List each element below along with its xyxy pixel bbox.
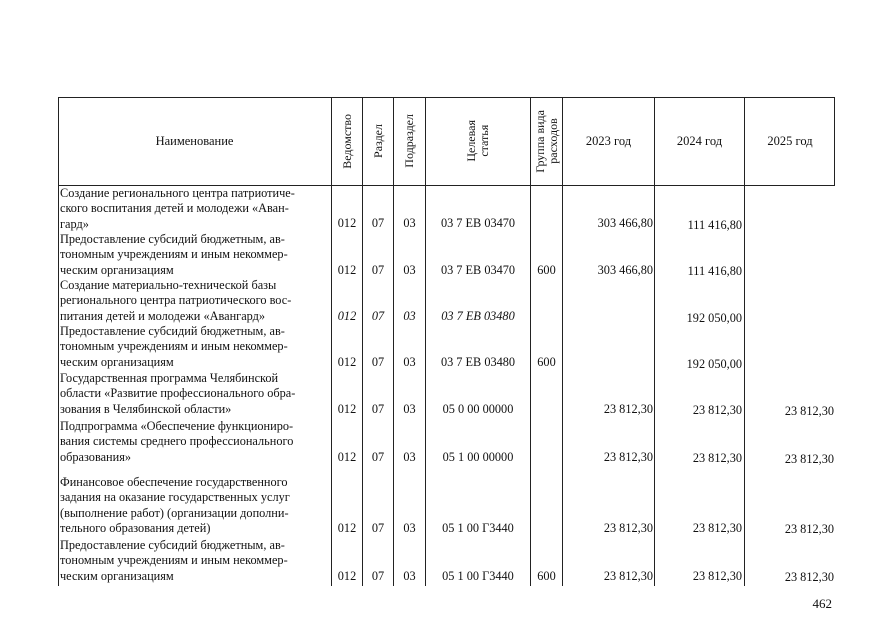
cell-vedomstvo: 012 [337, 309, 357, 323]
row-name-line: тельного образования детей) [60, 520, 211, 535]
row-name-line: Предоставление субсидий бюджетным, ав- [60, 538, 285, 552]
header-podrazdel-label: Подраздел [402, 114, 416, 168]
row-name-line: ческим организациям [60, 568, 174, 583]
cell-razdel: 07 [371, 450, 385, 464]
header-celevaya-label [465, 120, 491, 162]
header-2023-label: 2023 год [585, 133, 632, 148]
cell-celevaya: 03 7 EB 03480 [440, 355, 516, 369]
cell-celevaya: 05 0 00 00000 [442, 402, 514, 416]
cell-razdel: 07 [371, 216, 385, 230]
cell-vedomstvo: 012 [337, 521, 357, 535]
header-gruppa-line1: Группа вида [532, 109, 547, 173]
cell-razdel: 07 [371, 263, 385, 277]
cell-razdel: 07 [371, 521, 385, 535]
cell-gruppa: 600 [537, 569, 556, 583]
row-name-line: Предоставление субсидий бюджетным, ав- [60, 232, 285, 246]
header-2024 [655, 97, 744, 185]
header-razdel-label: Раздел [370, 124, 385, 158]
cell-podrazdel: 03 [403, 402, 416, 416]
row-name-line: Предоставление субсидий бюджетным, ав- [60, 324, 285, 338]
cell-vedomstvo: 012 [337, 263, 357, 277]
row-name-line: ческим организациям [60, 262, 174, 277]
header-gruppa [531, 97, 562, 185]
cell-2023: 23 812,30 [603, 569, 653, 583]
cell-podrazdel: 03 [403, 450, 416, 464]
header-2024-label: 2024 год [676, 133, 723, 148]
cell-razdel: 07 [371, 569, 385, 583]
cell-2025: 23 812,30 [784, 522, 834, 536]
row-name-line: задания на оказание государственных услуг [60, 490, 290, 505]
cell-podrazdel: 03 [403, 309, 416, 323]
cell-2024: 192 050,00 [686, 311, 742, 325]
row-name [60, 324, 330, 370]
cell-vedomstvo: 012 [337, 450, 357, 464]
cell-2023: 23 812,30 [603, 450, 653, 464]
cell-2023: 303 466,80 [597, 216, 653, 230]
header-name [58, 97, 331, 185]
cell-podrazdel: 03 [403, 569, 416, 583]
cell-razdel: 07 [371, 355, 385, 369]
cell-2024: 23 812,30 [692, 569, 742, 583]
cell-2024: 23 812,30 [692, 521, 742, 535]
row-name-line: Подпрограмма «Обеспечение функциониро- [60, 419, 294, 433]
budget-table [58, 97, 835, 586]
cell-razdel: 07 [371, 402, 385, 416]
row-name-line: Финансовое обеспечение государственного [60, 475, 288, 489]
header-vedomstvo-label: Ведомство [339, 113, 354, 169]
row-name-line: Создание материально-технической базы [60, 278, 277, 292]
cell-celevaya: 03 7 EB 03470 [440, 216, 516, 230]
row-name-line: ского воспитания детей и молодежи «Аван- [60, 201, 289, 216]
row-name-line: регионального центра патриотического вос- [60, 293, 292, 308]
cell-razdel: 07 [371, 309, 385, 323]
row-name-line: тономным учреждениям и иным некоммер- [60, 553, 288, 568]
cell-podrazdel: 03 [403, 355, 416, 369]
row-name-line: Государственная программа Челябинской [60, 371, 279, 385]
row-name-line: ческим организациям [60, 354, 174, 369]
header-razdel [363, 97, 393, 185]
row-name-line: вания системы среднего профессионального [60, 434, 294, 449]
row-name [60, 371, 330, 417]
cell-2023: 23 812,30 [603, 402, 653, 416]
row-name-line: тономным учреждениям и иным некоммер- [60, 247, 288, 262]
row-name [60, 232, 330, 278]
row-name-line: образования» [60, 449, 132, 464]
row-name-line: зования в Челябинской области» [60, 401, 232, 416]
row-name-line: (выполнение работ) (организации дополни- [60, 505, 289, 520]
row-name [60, 186, 330, 232]
cell-2025: 23 812,30 [784, 404, 834, 418]
header-podrazdel [394, 97, 425, 185]
cell-gruppa: 600 [537, 263, 556, 277]
cell-podrazdel: 03 [403, 216, 416, 230]
header-celevaya [426, 97, 530, 185]
cell-gruppa: 600 [537, 355, 556, 369]
cell-2023: 303 466,80 [597, 263, 653, 277]
header-gruppa-label [534, 110, 560, 173]
header-celevaya-line1: Целевая [464, 120, 478, 162]
header-2025 [745, 97, 835, 185]
row-name-line: питания детей и молодежи «Авангард» [60, 308, 266, 323]
header-celevaya-line2: статья [477, 125, 491, 157]
cell-2023: 23 812,30 [603, 521, 653, 535]
cell-2025: 23 812,30 [784, 452, 834, 466]
cell-vedomstvo: 012 [337, 355, 357, 369]
cell-vedomstvo: 012 [337, 569, 357, 583]
header-vedomstvo [332, 97, 362, 185]
row-name [60, 538, 330, 584]
cell-vedomstvo: 012 [337, 216, 357, 230]
header-name-label: Наименование [155, 133, 234, 148]
cell-2024: 192 050,00 [686, 357, 742, 371]
cell-2024: 111 416,80 [687, 218, 742, 232]
cell-podrazdel: 03 [403, 521, 416, 535]
header-2023 [563, 97, 654, 185]
cell-celevaya: 05 1 00 Г3440 [442, 569, 514, 583]
row-name-line: гард» [60, 216, 89, 231]
row-name-line: Создание регионального центра патриотиче- [60, 186, 295, 200]
cell-celevaya: 03 7 EB 03470 [440, 263, 516, 277]
cell-celevaya: 03 7 EB 03480 [441, 309, 515, 323]
cell-podrazdel: 03 [403, 263, 416, 277]
cell-vedomstvo: 012 [337, 402, 357, 416]
cell-2024: 23 812,30 [692, 451, 742, 465]
cell-2024: 111 416,80 [687, 264, 742, 278]
row-name [60, 419, 330, 465]
row-name-line: области «Развитие профессионального обра- [60, 386, 296, 401]
header-gruppa-line2: расходов [545, 118, 560, 164]
row-name [60, 278, 330, 324]
row-name [60, 475, 330, 536]
header-2025-label: 2025 год [767, 133, 813, 148]
cell-celevaya: 05 1 00 00000 [442, 450, 514, 464]
cell-2024: 23 812,30 [692, 403, 742, 417]
row-name-line: тономным учреждениям и иным некоммер- [60, 339, 288, 354]
page-number: 462 [812, 596, 832, 611]
cell-2025: 23 812,30 [784, 570, 834, 584]
cell-celevaya: 05 1 00 Г3440 [442, 521, 514, 535]
